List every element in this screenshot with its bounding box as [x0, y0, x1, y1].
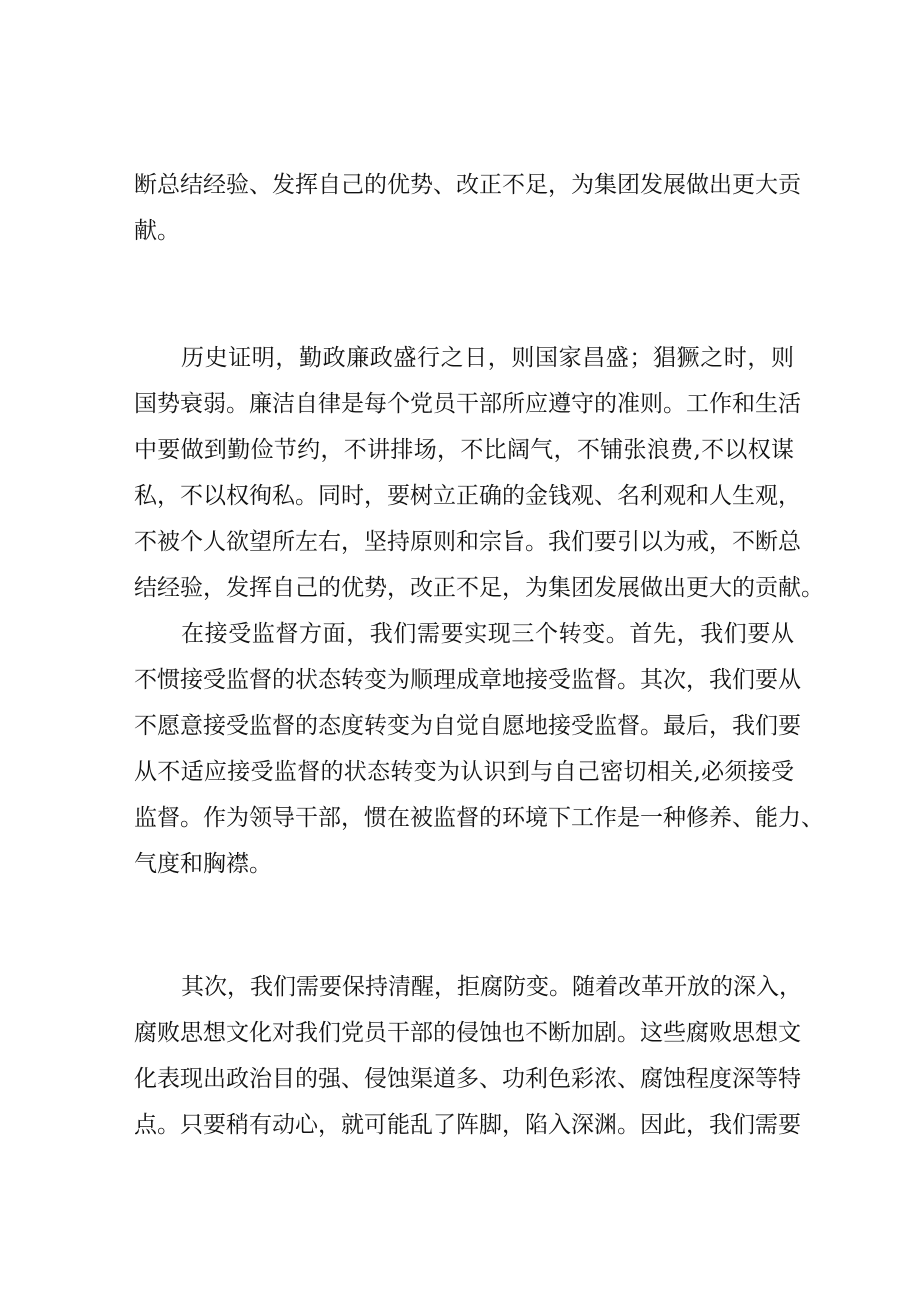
paragraph-2-line-3: 中要做到勤俭节约，不讲排场，不比阔气，不铺张浪费,不以权谋 — [134, 437, 794, 463]
paragraph-3-line-4: 从不适应接受监督的状态转变为认识到与自己密切相关,必须接受 — [134, 759, 794, 785]
paragraph-1-line-1: 断总结经验、发挥自己的优势、改正不足，为集团发展做出更大贡 — [134, 172, 801, 198]
paragraph-4-line-1: 其次，我们需要保持清醒，拒腐防变。随着改革开放的深入， — [181, 974, 802, 1000]
paragraph-4-line-4: 点。只要稍有动心，就可能乱了阵脚，陷入深渊。因此，我们需要 — [134, 1112, 801, 1138]
paragraph-4-line-3: 化表现出政治目的强、侵蚀渠道多、功利色彩浓、腐蚀程度深等特 — [134, 1066, 801, 1092]
paragraph-3-line-1: 在接受监督方面，我们需要实现三个转变。首先，我们要从 — [181, 621, 794, 647]
paragraph-3-line-5: 监督。作为领导干部，惯在被监督的环境下工作是一种修养、能力、 — [134, 805, 824, 831]
paragraph-2-line-4: 私，不以权徇私。同时，要树立正确的金钱观、名利观和人生观， — [134, 483, 801, 509]
paragraph-2-line-1: 历史证明，勤政廉政盛行之日，则国家昌盛；猖獗之时，则 — [181, 345, 794, 371]
paragraph-2-line-6: 结经验，发挥自己的优势，改正不足，为集团发展做出更大的贡献。 — [134, 575, 824, 601]
paragraph-2-line-5: 不被个人欲望所左右，坚持原则和宗旨。我们要引以为戒，不断总 — [134, 529, 801, 555]
paragraph-4-line-2: 腐败思想文化对我们党员干部的侵蚀也不断加剧。这些腐败思想文 — [134, 1020, 801, 1046]
paragraph-1-line-2: 献。 — [134, 218, 180, 244]
paragraph-2-line-2: 国势衰弱。廉洁自律是每个党员干部所应遵守的准则。工作和生活 — [134, 391, 801, 417]
paragraph-3-line-2: 不惯接受监督的状态转变为顺理成章地接受监督。其次，我们要从 — [134, 667, 801, 693]
paragraph-3-line-3: 不愿意接受监督的态度转变为自觉自愿地接受监督。最后，我们要 — [134, 713, 801, 739]
paragraph-3-line-6: 气度和胸襟。 — [134, 851, 272, 877]
